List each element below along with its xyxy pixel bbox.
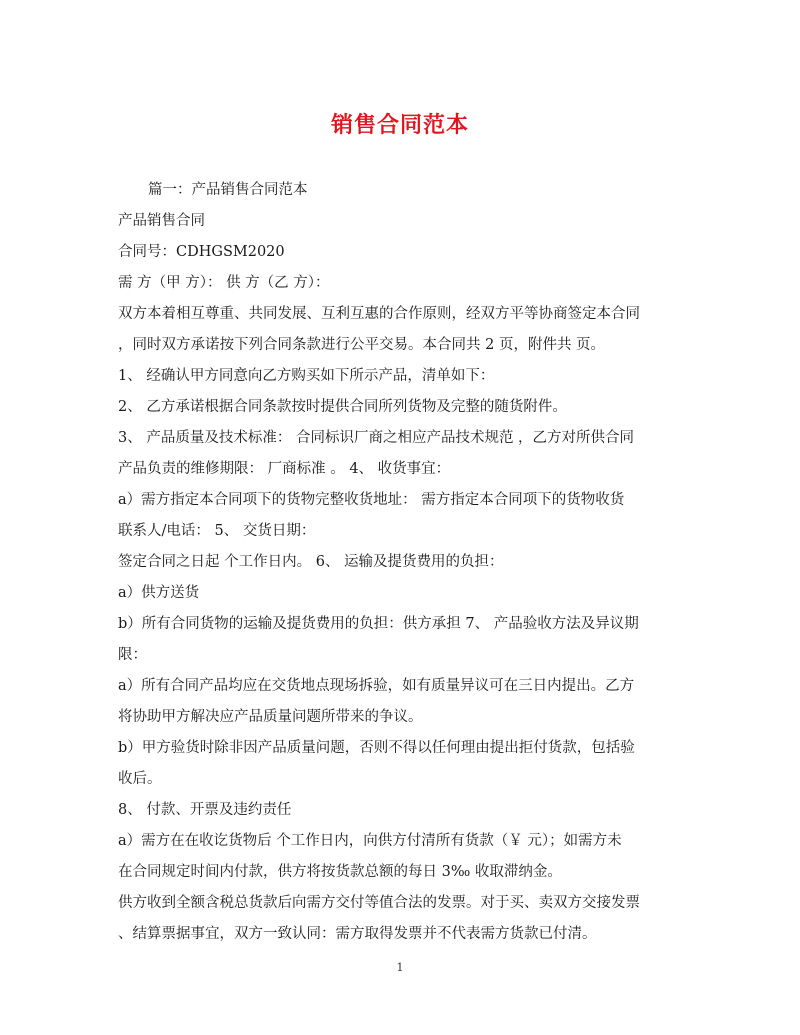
text-line: 收后。 (118, 771, 162, 787)
text-line: 将协助甲方解决应产品质量问题所带来的争议。 (118, 709, 423, 725)
page-number: 1 (396, 961, 404, 974)
clause-8: 8、 付款、开票及违约责任 (118, 802, 292, 818)
document-body (118, 175, 684, 950)
parties-line: 需 方（甲 方）： 供 方（乙 方）： (118, 275, 330, 291)
text-line: 在合同规定时间内付款，供方将按货款总额的每日 3‰ 收取滞纳金。 (118, 864, 562, 880)
text-line: a）供方送货 (118, 585, 200, 601)
contract-name: 产品销售合同 (118, 213, 205, 229)
text-line: 产品负责的维修期限： 厂商标准 。 4、 收货事宜： (118, 461, 451, 477)
clause-3: 3、 产品质量及技术标准： 合同标识厂商之相应产品技术规范 ，乙方对所供合同 (118, 430, 635, 446)
text-line: b）所有合同货物的运输及提货费用的负担：供方承担 7、 产品验收方法及异议期 (118, 616, 639, 632)
clause-2: 2、 乙方承诺根据合同条款按时提供合同所列货物及完整的随货附件。 (118, 399, 567, 415)
text-line: 供方收到全额含税总货款后向需方交付等值合法的发票。对于买、卖双方交接发票 (118, 895, 640, 911)
contract-number: 合同号：CDHGSM2020 (118, 244, 285, 260)
text-line: 、结算票据事宜，双方一致认同：需方取得发票并不代表需方货款已付清。 (118, 926, 597, 942)
clause-1: 1、 经确认甲方同意向乙方购买如下所示产品，清单如下： (118, 368, 495, 384)
text-line: b）甲方验货时除非因产品质量问题，否则不得以任何理由提出拒付货款，包括验 (118, 740, 635, 756)
text-line: 签定合同之日起 个工作日内。 6、 运输及提货费用的负担： (118, 554, 504, 570)
text-line: a）需方指定本合同项下的货物完整收货地址： 需方指定本合同项下的货物收货 (118, 492, 625, 508)
page-title: 销售合同范本 (330, 113, 469, 138)
text-line: 双方本着相互尊重、共同发展、互利互惠的合作原则，经双方平等协商签定本合同 (118, 306, 640, 322)
text-line: a）所有合同产品均应在交货地点现场拆验，如有质量异议可在三日内提出。乙方 (118, 678, 635, 694)
section-heading: 篇一：产品销售合同范本 (148, 182, 308, 198)
text-line: ，同时双方承诺按下列合同条款进行公平交易。本合同共 2 页，附件共 页。 (118, 337, 606, 353)
text-line: 联系人/电话： 5、 交货日期： (118, 523, 316, 539)
text-line: a）需方在在收讫货物后 个工作日内，向供方付清所有货款（￥ 元）；如需方未 (118, 833, 622, 849)
text-line: 限： (118, 647, 147, 663)
